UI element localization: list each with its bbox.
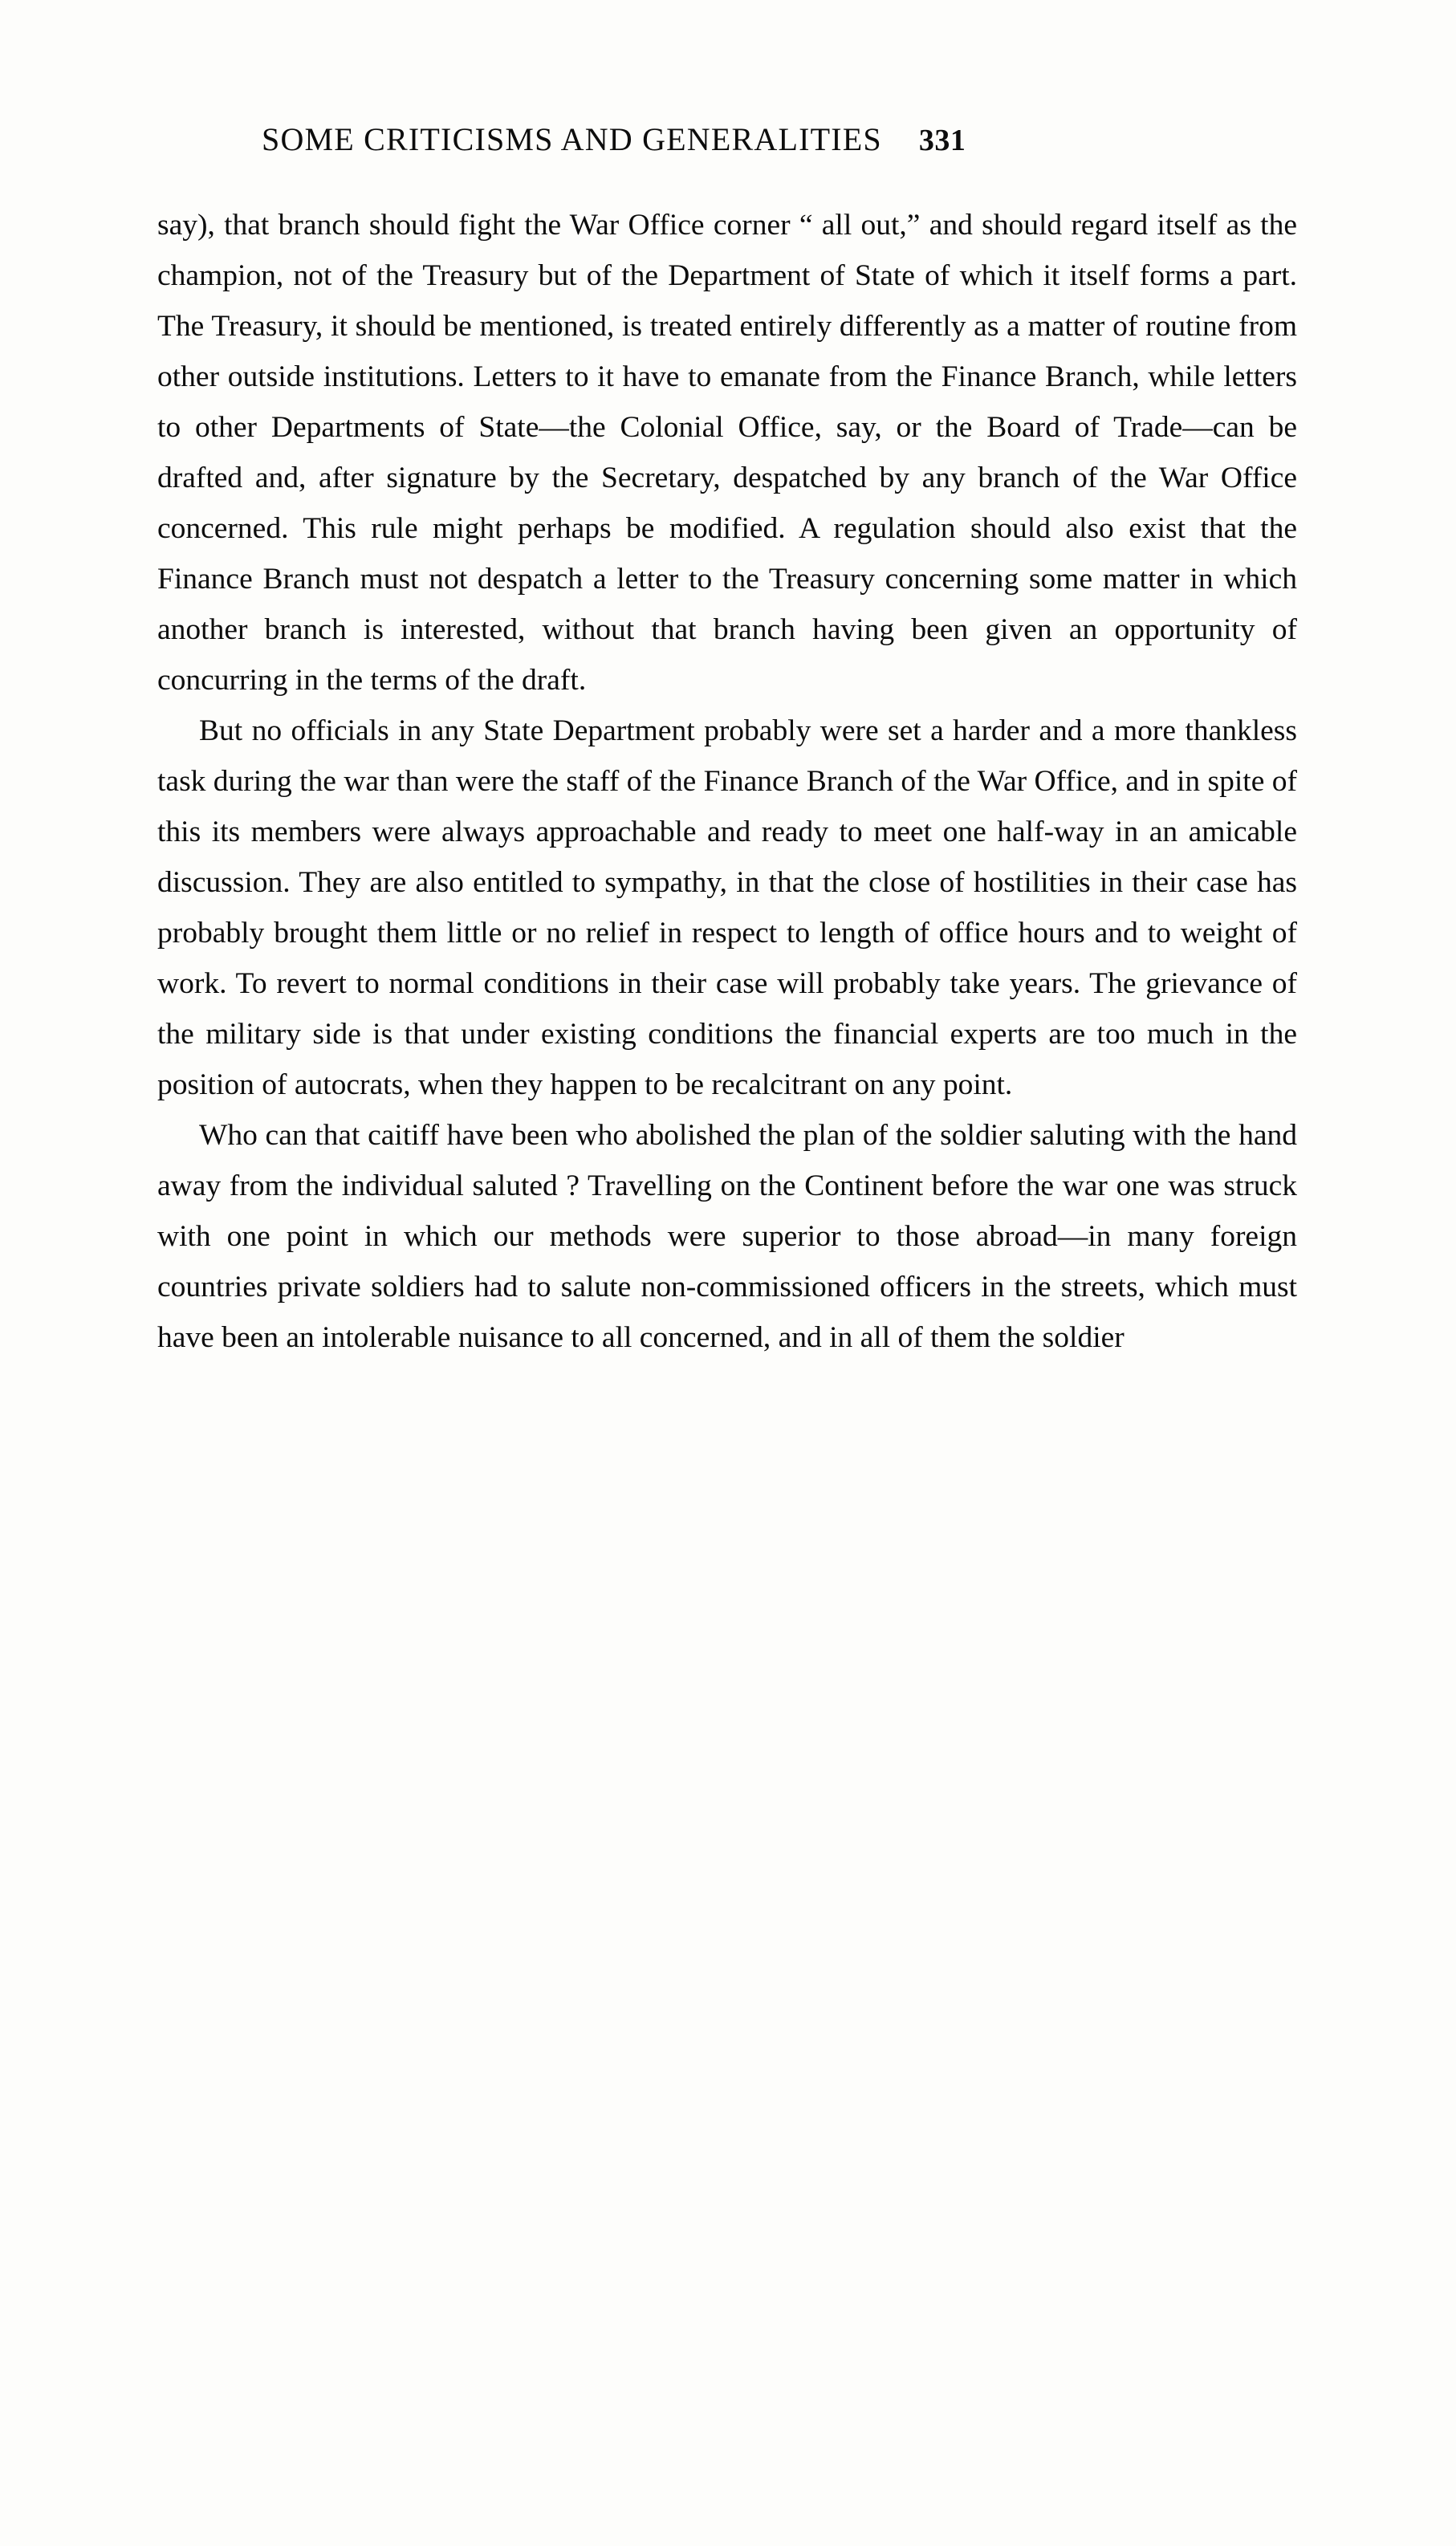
page-number: 331	[918, 124, 966, 157]
paragraph: But no officials in any State Department probably were set a harder and a more thankless task during the war than were the staff of the Finance Branch of the War Office, and in spite of this its members were always approachable and ready to meet one half-way in an amicable discussion. They are also entitled to sympathy, in that the close of hostilities in their case has probably brought them little or no relief in respect to length of office hours and to weight of work. To revert to normal conditions in their case will probably take years. The grievance of the military side is that under existing conditions the financial experts are too much in the position of autocrats, when they happen to be recalcitrant on any point.	[157, 714, 1297, 1101]
page-content	[157, 120, 1297, 1363]
running-head	[157, 120, 1297, 158]
running-head-title: SOME CRITICISMS AND GENERALITIES	[262, 121, 882, 157]
paragraph: say), that branch should fight the War Office corner “ all out,” and should regard itself as the champion, not of the Treasury but of the Department of State of which it itself forms a part. The Treasury, it should be mentioned, is treated entirely differently as a matter of routine from other outside institutions. Letters to it have to emanate from the Finance Branch, while letters to other Departments of State—the Colonial Office, say, or the Board of Trade—can be drafted and, after signature by the Secretary, despatched by any branch of the War Office concerned. This rule might perhaps be modified. A regulation should also exist that the Finance Branch must not despatch a letter to the Treasury concerning some matter in which another branch is interested, without that branch having been given an opportunity of concurring in the terms of the draft.	[157, 209, 1297, 697]
body-text	[157, 200, 1297, 1363]
paragraph: Who can that caitiff have been who abolished the plan of the soldier saluting with the hand away from the individual saluted ? Travelling on the Continent before the war one was struck with one point in which our methods were superior to those abroad—in many foreign countries private soldiers had to salute non-commissioned officers in the streets, which must have been an intolerable nuisance to all concerned, and in all of them the soldier	[157, 1119, 1297, 1354]
